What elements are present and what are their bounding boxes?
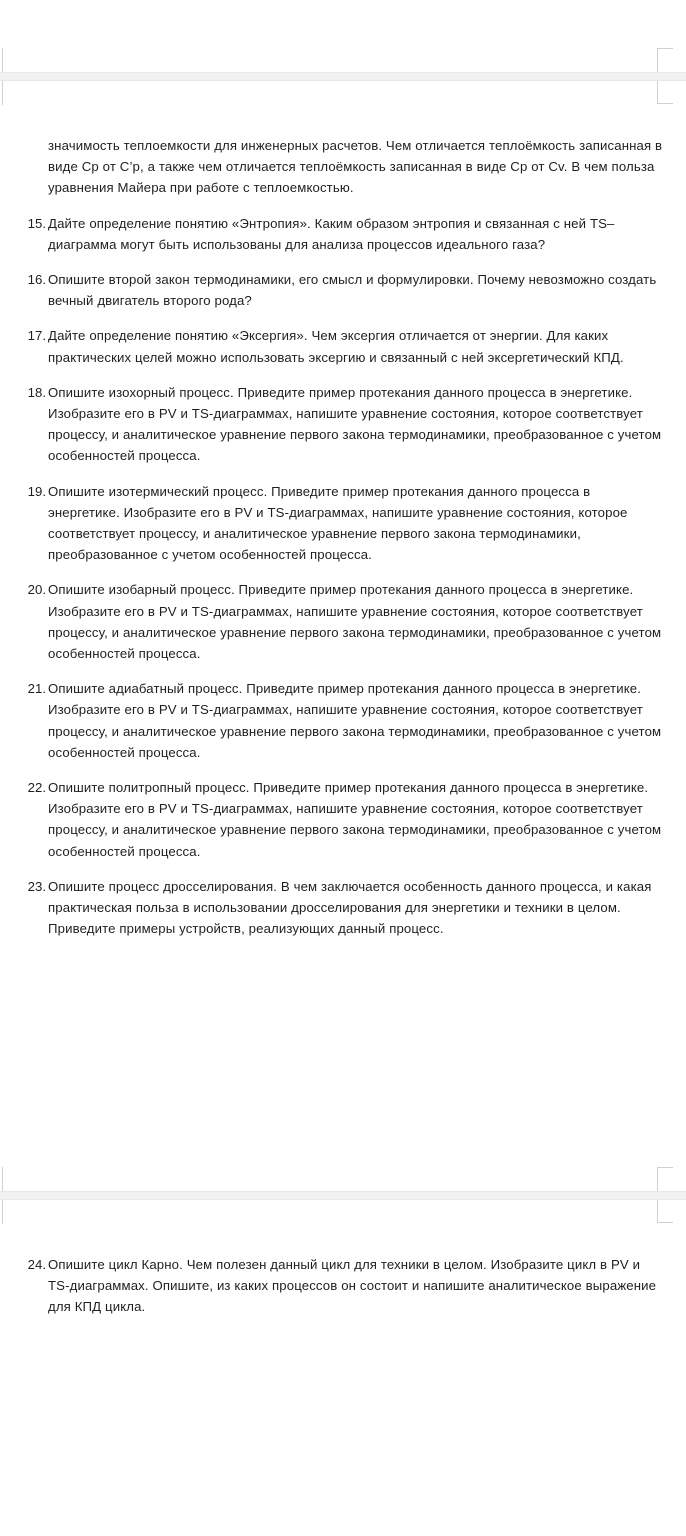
list-item: [26, 777, 664, 862]
list-item-number: 24.: [27, 1257, 46, 1272]
page-2-body: [0, 1254, 686, 1318]
list-item-text: Дайте определение понятию «Эксергия». Чем эксергия отличается от энергии. Для каких практических целей можно использовать эксергию и связанный с ней эксергетический КПД.: [48, 328, 624, 365]
page-top-margin: [0, 1200, 686, 1254]
page-1-body: [0, 135, 686, 940]
list-item-text: Опишите политропный процесс. Приведите пример протекания данного процесса в энергетике. Изобразите его в PV и TS-диаграммах, напишите уравнение состояния, которое соответствует процессу, и аналитическое уравнение первого закона термодинамики, преобразованное с учетом особенностей процесса.: [48, 780, 662, 859]
list-item-number: 20.: [27, 582, 46, 598]
page-top-margin: [0, 81, 686, 135]
list-item: [26, 876, 664, 940]
list-item: [26, 213, 664, 255]
list-item-text: Опишите цикл Карно. Чем полезен данный цикл для техники в целом. Изобразите цикл в PV и TS-диаграммах. Опишите, из каких процессов он состоит и напишите аналитическое выражение для КПД цикла.: [48, 1257, 657, 1315]
list-item-text: Опишите изобарный процесс. Приведите пример протекания данного процесса в энергетике. Изобразите его в PV и TS-диаграммах, напишите уравнение состояния, которое соответствует процессу, и аналитическое уравнение первого закона термодинамики, преобразованное с учетом особенностей процесса.: [48, 582, 662, 662]
list-item-number: 23.: [27, 878, 46, 894]
list-item-text: Опишите изохорный процесс. Приведите пример протекания данного процесса в энергетике. Изобразите его в PV и TS-диаграммах, напишите уравнение состояния, которое соответствует процессу, и аналитическое уравнение первого закона термодинамики, преобразованное с учетом особенностей процесса.: [48, 384, 662, 464]
list-item-number: 16.: [27, 272, 46, 288]
list-item-number: 21.: [27, 681, 46, 697]
list-item-text: Опишите второй закон термодинамики, его смысл и формулировки. Почему невозможно создать вечный двигатель второго рода?: [48, 272, 657, 309]
list-item: [26, 1254, 664, 1318]
list-item: [26, 678, 664, 763]
list-item: [26, 382, 664, 467]
margin-mark-bottom-right-icon: [657, 48, 673, 72]
margin-mark-bottom-left-icon: [2, 1167, 18, 1191]
document-page-1: [0, 81, 686, 1191]
margin-mark-bottom-right-icon: [657, 1167, 673, 1191]
list-item-text: Опишите процесс дросселирования. В чем заключается особенность данного процесса, и какая практическая польза в использовании дросселирования для энергетики и техники в целом. Приведите примеры устройств, реализующих данный процесс.: [48, 878, 652, 937]
page-break-separator-1: [0, 72, 686, 81]
margin-mark-bottom-left-icon: [2, 48, 18, 72]
list-item-number: 15.: [27, 215, 46, 231]
list-item-text: Опишите изотермический процесс. Приведите пример протекания данного процесса в энергетике. Изобразите его в PV и TS-диаграммах, напишите уравнение состояния, которое соответствует процессу, и аналитическое уравнение первого закона термодинамики, преобразованное с учетом особенностей процесса.: [48, 483, 628, 563]
page-tail-previous: [0, 0, 686, 72]
list-item: [26, 269, 664, 311]
list-item-number: 18.: [27, 384, 46, 400]
list-item-number: 17.: [27, 328, 46, 344]
list-item-text: Дайте определение понятию «Энтропия». Каким образом энтропия и связанная с ней TS–диаграмма могут быть использованы для анализа процессов идеального газа?: [48, 215, 615, 252]
page-break-separator-2: [0, 1191, 686, 1200]
list-item: [26, 481, 664, 566]
list-item-number: 22.: [27, 780, 46, 796]
list-item: [26, 579, 664, 664]
list-item: [26, 325, 664, 367]
list-item-number: 19.: [27, 483, 46, 499]
document-page-2: [0, 1200, 686, 1535]
continuation-paragraph: значимость теплоемкости для инженерных расчетов. Чем отличается теплоёмкость записанная в виде Cp от C’p, а также чем отличается теплоёмкость записанная в виде Cp от Cv. В чем польза уравнения Майера при работе с теплоемкостью.: [48, 138, 663, 196]
list-item-text: Опишите адиабатный процесс. Приведите пример протекания данного процесса в энергетике. Изобразите его в PV и TS-диаграммах, напишите уравнение состояния, которое соответствует процессу, и аналитическое уравнение первого закона термодинамики, преобразованное с учетом особенностей процесса.: [48, 681, 662, 760]
